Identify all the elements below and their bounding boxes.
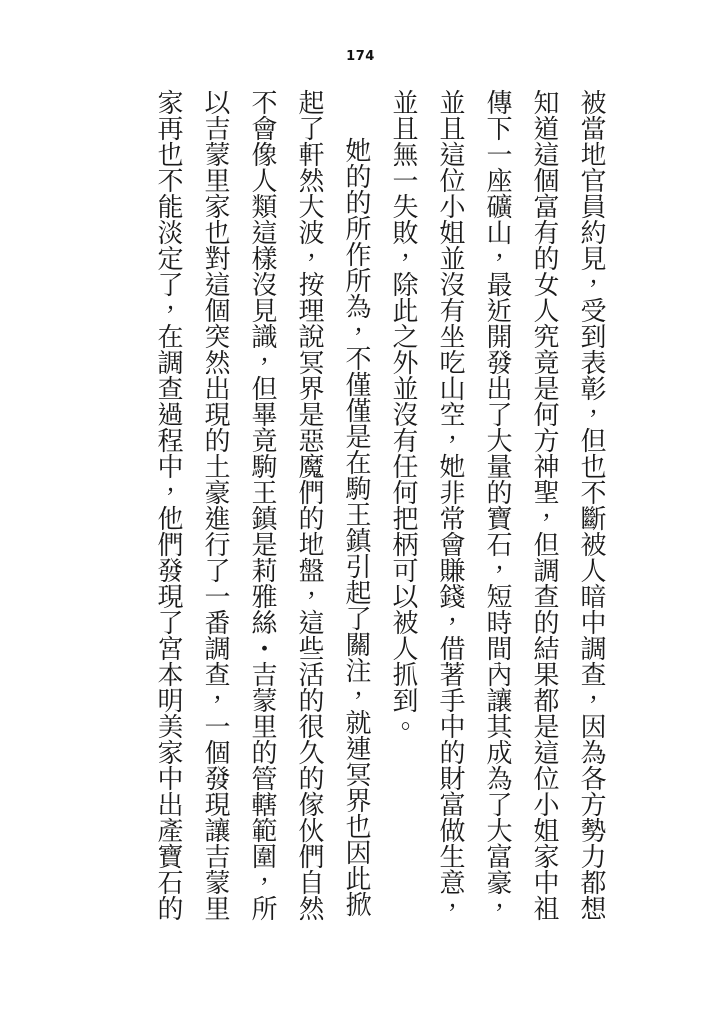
text-column: 家再也不能淡定了，在調查過程中，他們發現了宮本明美家中出產寶石的	[154, 89, 183, 921]
text-column: 她的的所作所為，不僅僅是在駒王鎮引起了關注，就連冥界也因此掀	[342, 137, 371, 917]
text-column: 並且無一失敗，除此之外並沒有任何把柄可以被人抓到。	[389, 89, 418, 739]
text-column: 知道這個富有的女人究竟是何方神聖，但調查的結果都是這位小姐家中祖	[530, 89, 559, 921]
text-column: 以吉蒙里家也對這個突然出現的土豪進行了一番調查，一個發現讓吉蒙里	[201, 89, 230, 921]
text-column: 被當地官員約見，受到表彰，但也不斷被人暗中調查，因為各方勢力都想	[577, 89, 606, 921]
page-text	[145, 89, 615, 939]
text-column: 起了軒然大波，按理說冥界是惡魔們的地盤，這些活的很久的傢伙們自然	[295, 89, 324, 921]
text-column: 不會像人類這樣沒見識，但畢竟駒王鎮是莉雅絲・吉蒙里的管轄範圍，所	[248, 89, 277, 921]
text-column: 傳下一座礦山，最近開發出了大量的寶石，短時間內讓其成為了大富豪，	[483, 89, 512, 921]
page-number: 174	[346, 49, 375, 64]
text-column: 並且這位小姐並沒有坐吃山空，她非常會賺錢，借著手中的財富做生意，	[436, 89, 465, 921]
